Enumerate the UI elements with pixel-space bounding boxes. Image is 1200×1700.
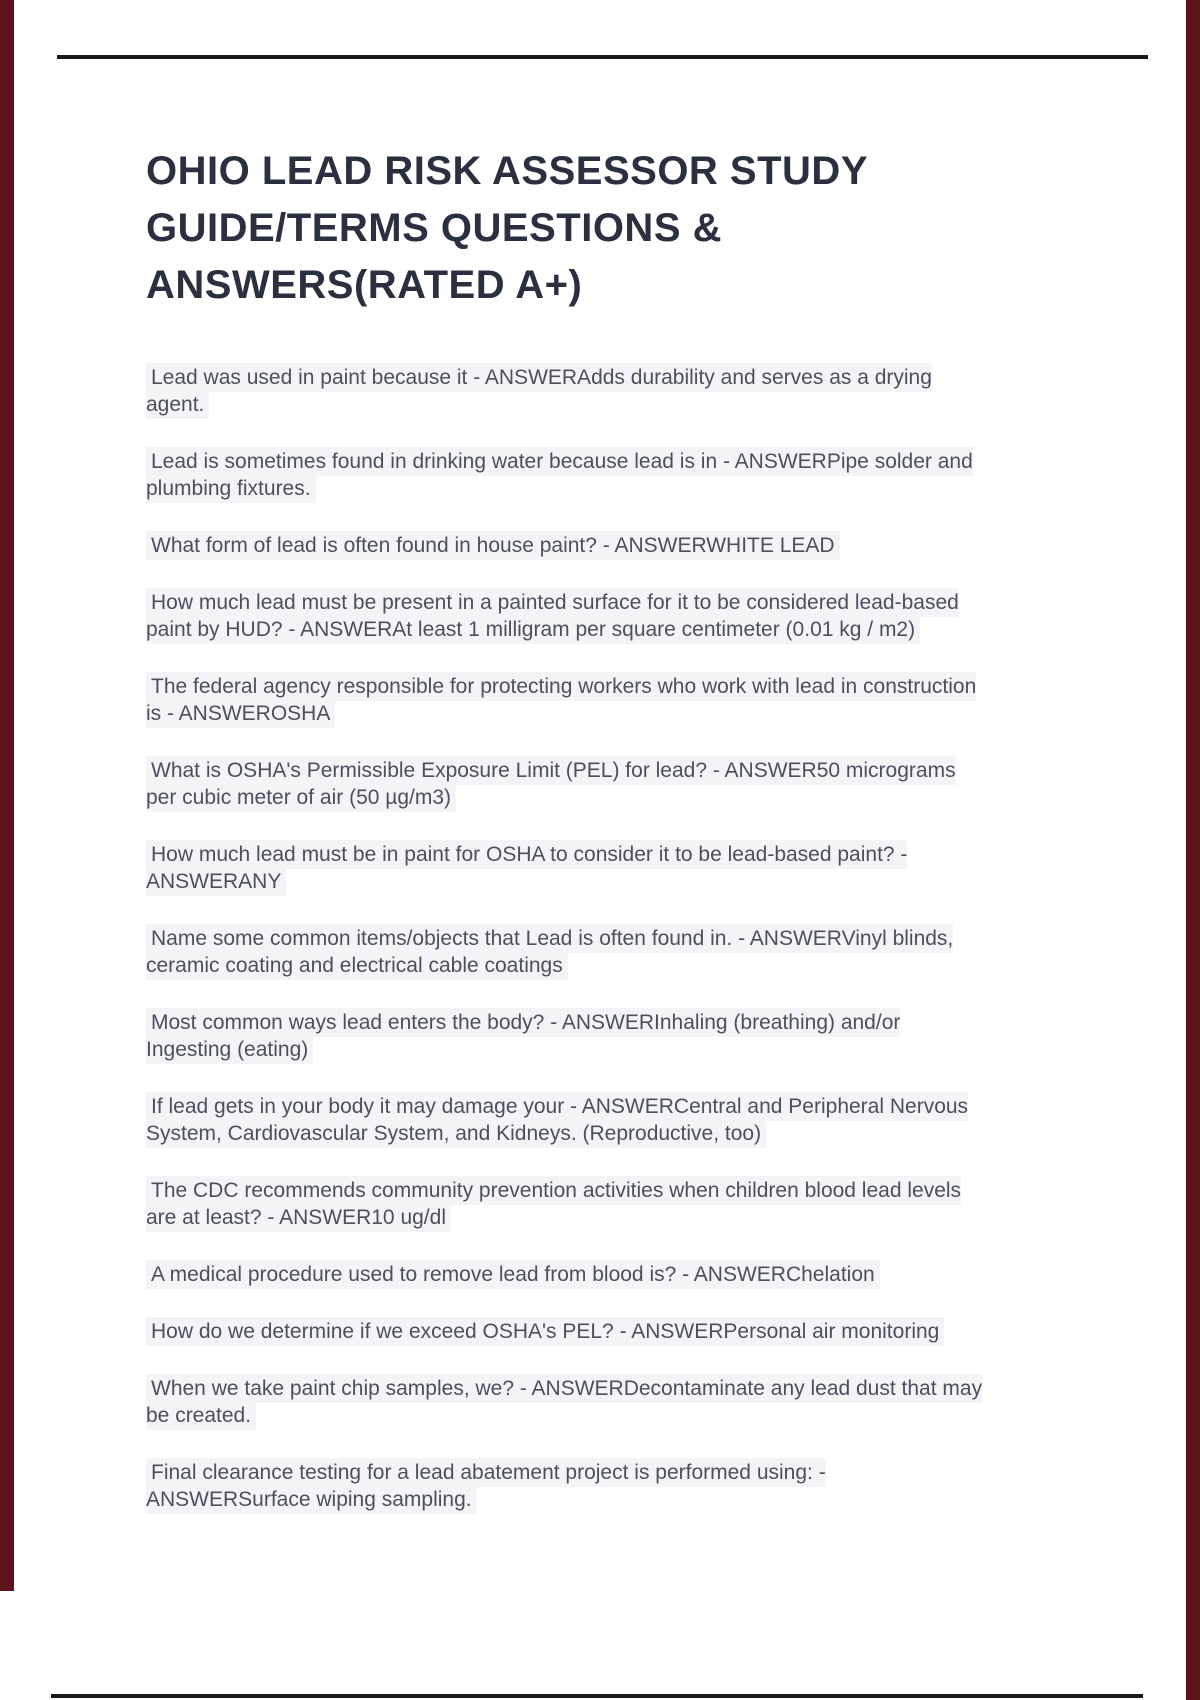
qa-paragraph (146, 1375, 991, 1429)
qa-paragraph (146, 673, 991, 727)
qa-paragraph (146, 1177, 991, 1231)
qa-paragraph (146, 589, 991, 643)
qa-paragraph (146, 1261, 991, 1288)
qa-text: The federal agency responsible for protecting workers who work with lead in construction is - ANSWEROSHA (146, 672, 976, 728)
qa-text: How do we determine if we exceed OSHA's PEL? - ANSWERPersonal air monitoring (146, 1317, 944, 1346)
qa-text: Name some common items/objects that Lead is often found in. - ANSWERVinyl blinds, ceramic coating and electrical cable coatings (146, 924, 953, 980)
qa-paragraph (146, 1318, 991, 1345)
qa-text: When we take paint chip samples, we? - ANSWERDecontaminate any lead dust that may be created. (146, 1374, 982, 1430)
qa-paragraph (146, 448, 991, 502)
bottom-rule (51, 1694, 1143, 1698)
qa-text: Most common ways lead enters the body? - ANSWERInhaling (breathing) and/or Ingesting (eating) (146, 1008, 900, 1064)
qa-text: The CDC recommends community prevention activities when children blood lead levels are at least? - ANSWER10 ug/dl (146, 1176, 961, 1232)
qa-paragraph (146, 364, 991, 418)
qa-text: Lead is sometimes found in drinking water because lead is in - ANSWERPipe solder and plumbing fixtures. (146, 447, 973, 503)
qa-text: If lead gets in your body it may damage your - ANSWERCentral and Peripheral Nervous System, Cardiovascular System, and Kidneys. (Reproductive, too) (146, 1092, 968, 1148)
right-edge-bar (1186, 0, 1200, 1700)
qa-paragraph (146, 757, 991, 811)
qa-text: A medical procedure used to remove lead from blood is? - ANSWERChelation (146, 1260, 880, 1289)
qa-paragraph (146, 925, 991, 979)
qa-paragraph (146, 1093, 991, 1147)
document-title: OHIO LEAD RISK ASSESSOR STUDY GUIDE/TERMS QUESTIONS & ANSWERS(RATED A+) (146, 149, 868, 307)
left-edge-bar (0, 0, 14, 1591)
page-content (146, 143, 991, 1543)
qa-text: Final clearance testing for a lead abatement project is performed using: - ANSWERSurface wiping sampling. (146, 1458, 826, 1514)
qa-paragraph (146, 1459, 991, 1513)
qa-paragraph (146, 532, 991, 559)
qa-text: What is OSHA's Permissible Exposure Limit (PEL) for lead? - ANSWER50 micrograms per cubic meter of air (50 µg/m3) (146, 756, 956, 812)
qa-text: How much lead must be in paint for OSHA to consider it to be lead-based paint? - ANSWERANY (146, 840, 907, 896)
qa-text: How much lead must be present in a painted surface for it to be considered lead-based paint by HUD? - ANSWERAt least 1 milligram per square centimeter (0.01 kg / m2) (146, 588, 959, 644)
qa-paragraph (146, 1009, 991, 1063)
qa-text: What form of lead is often found in house paint? - ANSWERWHITE LEAD (146, 531, 840, 560)
top-rule (57, 55, 1148, 59)
qa-paragraph (146, 841, 991, 895)
qa-text: Lead was used in paint because it - ANSWERAdds durability and serves as a drying agent. (146, 363, 932, 419)
